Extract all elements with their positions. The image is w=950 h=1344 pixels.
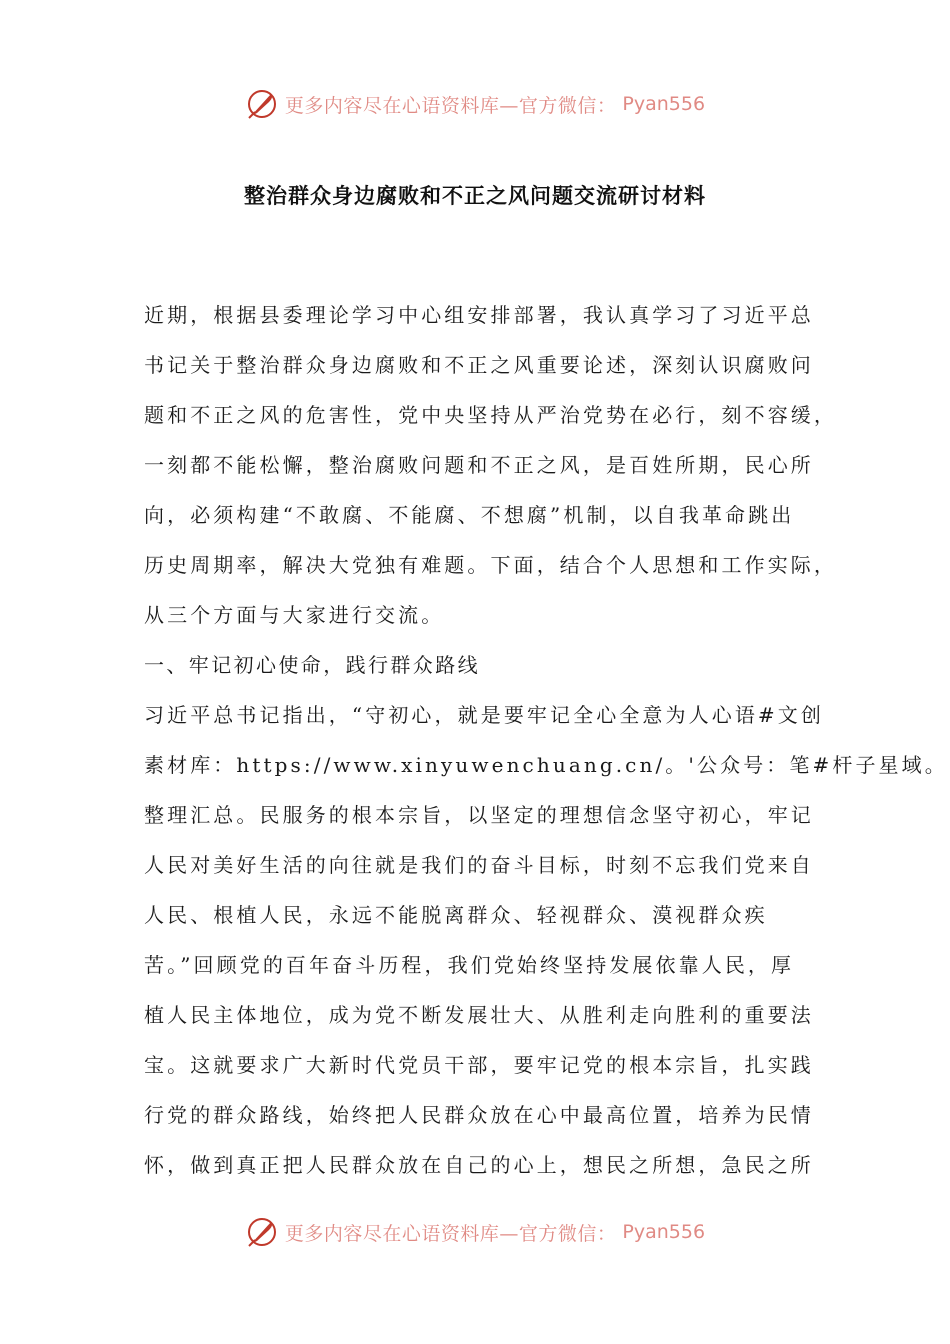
body-line: 人民、根植人民，永远不能脱离群众、轻视群众、漠视群众疾 bbox=[144, 903, 768, 927]
header-watermark-banner bbox=[0, 84, 950, 124]
body-line: 书记关于整治群众身边腐败和不正之风重要论述，深刻认识腐败问 bbox=[144, 353, 814, 377]
banner-slogan: 更多内容尽在心语资料库—官方微信： bbox=[284, 94, 617, 117]
banner-wechat-id: Pyan556 bbox=[622, 1221, 706, 1243]
quill-logo-icon bbox=[245, 1215, 279, 1249]
body-line: 向，必须构建“不敢腐、不能腐、不想腐”机制，以自我革命跳出 bbox=[144, 503, 795, 527]
body-line: 人民对美好生活的向往就是我们的奋斗目标，时刻不忘我们党来自 bbox=[144, 853, 814, 877]
document-body bbox=[144, 290, 948, 1190]
body-line: 题和不正之风的危害性，党中央坚持从严治党势在必行，刻不容缓， bbox=[144, 403, 837, 427]
body-line: 植人民主体地位，成为党不断发展壮大、从胜利走向胜利的重要法 bbox=[144, 1003, 814, 1027]
body-line: 习近平总书记指出，“守初心，就是要牢记全心全意为人心语#文创 bbox=[144, 703, 824, 727]
body-line: 历史周期率，解决大党独有难题。下面，结合个人思想和工作实际， bbox=[144, 553, 837, 577]
quill-logo-icon bbox=[245, 87, 279, 121]
body-line: 宝。这就要求广大新时代党员干部，要牢记党的根本宗旨，扎实践 bbox=[144, 1053, 814, 1077]
body-line: 行党的群众路线，始终把人民群众放在心中最高位置，培养为民情 bbox=[144, 1103, 814, 1127]
banner-slogan: 更多内容尽在心语资料库—官方微信： bbox=[284, 1222, 617, 1245]
body-line: 整理汇总。民服务的根本宗旨，以坚定的理想信念坚守初心，牢记 bbox=[144, 803, 814, 827]
body-line: 从三个方面与大家进行交流。 bbox=[144, 603, 445, 627]
body-line: 苦。”回顾党的百年奋斗历程，我们党始终坚持发展依靠人民，厚 bbox=[144, 953, 795, 977]
body-line: 近期，根据县委理论学习中心组安排部署，我认真学习了习近平总 bbox=[144, 303, 814, 327]
footer-watermark-banner bbox=[0, 1212, 950, 1252]
section-heading: 一、牢记初心使命，践行群众路线 bbox=[144, 653, 480, 677]
banner-wechat-id: Pyan556 bbox=[622, 93, 706, 115]
document-title: 整治群众身边腐败和不正之风问题交流研讨材料 bbox=[244, 184, 706, 208]
body-line: 怀，做到真正把人民群众放在自己的心上，想民之所想，急民之所 bbox=[144, 1153, 814, 1177]
body-line: 一刻都不能松懈，整治腐败问题和不正之风，是百姓所期，民心所 bbox=[144, 453, 814, 477]
body-line: 素材库：https://www.xinyuwenchuang.cn/。'公众号：笔#杆子星域。 bbox=[144, 753, 948, 777]
